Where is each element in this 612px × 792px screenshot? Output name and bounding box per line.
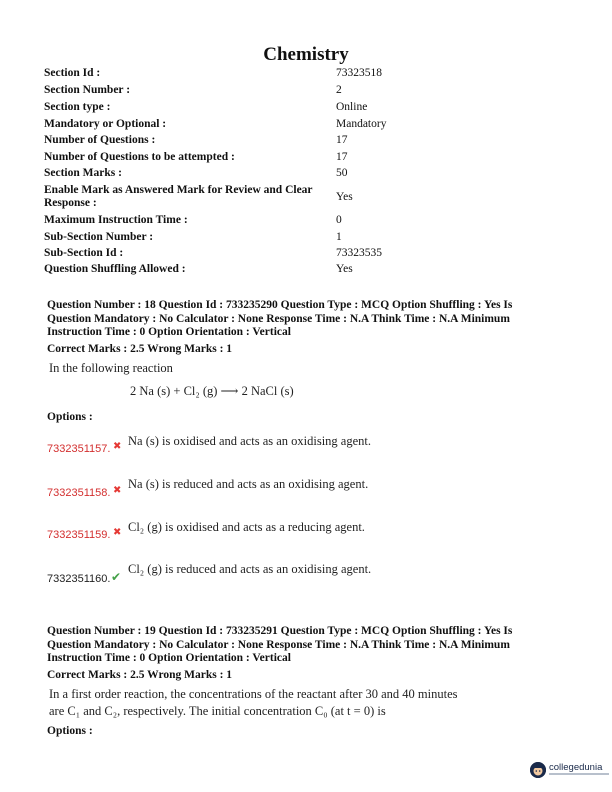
check-icon: ✔ xyxy=(111,570,122,584)
info-value: Yes xyxy=(336,263,353,275)
option-text: Cl₂ (g) is oxidised and acts as a reducing agent. xyxy=(128,520,365,534)
question-text: In the following reaction xyxy=(49,361,173,375)
info-value: 73323535 xyxy=(336,247,382,259)
info-label: Number of Questions to be attempted : xyxy=(44,151,235,163)
info-label: Maximum Instruction Time : xyxy=(44,214,188,226)
option-text: Cl₂ (g) is reduced and acts as an oxidising agent. xyxy=(128,562,372,576)
info-value: 17 xyxy=(336,134,348,146)
cross-icon: ✖ xyxy=(113,527,122,538)
question-text-line: In a first order reaction, the concentrations of the reactant after 30 and 40 minutes xyxy=(49,687,458,701)
collegedunia-logo xyxy=(530,760,612,782)
info-label: Section Number : xyxy=(44,84,131,96)
question-text-line: are C₁ and C₂, respectively. The initial concentration C₀ (at t = 0) is xyxy=(49,704,386,718)
info-label: Enable Mark as Answered Mark for Review and Clear Response : xyxy=(44,184,313,209)
info-label: Sub-Section Number : xyxy=(44,231,154,243)
page-title: Chemistry xyxy=(263,44,349,65)
info-label: Section Id : xyxy=(44,67,101,79)
option-id: 7332351158. xyxy=(47,487,111,499)
info-value: Yes xyxy=(336,191,353,203)
question-header: Question Number : 19 Question Id : 733235291 Question Type : MCQ Option Shuffling : Yes Is Question Mandatory : No Calculator : None Response Time : N.A Think Time : N.A Minimum Instruction Time : 0 Option Orientation : Vertical xyxy=(47,625,513,664)
option-id: 7332351159. xyxy=(47,529,111,541)
info-value: Online xyxy=(336,101,368,113)
info-value: 1 xyxy=(336,231,342,243)
info-label: Sub-Section Id : xyxy=(44,247,124,259)
logo-text: collegedunia xyxy=(549,762,603,773)
info-label: Number of Questions : xyxy=(44,134,156,146)
info-label: Section Marks : xyxy=(44,167,122,179)
cross-icon: ✖ xyxy=(113,485,122,496)
option-text: Na (s) is oxidised and acts as an oxidising agent. xyxy=(128,434,372,448)
option-id: 7332351157. xyxy=(47,443,111,455)
info-value: 73323518 xyxy=(336,67,382,79)
logo-mascot-icon xyxy=(530,762,546,778)
cross-icon: ✖ xyxy=(113,441,122,452)
info-value: 17 xyxy=(336,151,348,163)
question-marks: Correct Marks : 2.5 Wrong Marks : 1 xyxy=(47,669,233,681)
logo-tagline xyxy=(549,773,609,775)
info-label: Question Shuffling Allowed : xyxy=(44,263,186,275)
info-label: Section type : xyxy=(44,101,111,113)
reaction-equation: 2 Na (s) + Cl₂ (g) ⟶ 2 NaCl (s) xyxy=(130,384,294,398)
info-value: 0 xyxy=(336,214,342,226)
question-marks: Correct Marks : 2.5 Wrong Marks : 1 xyxy=(47,343,233,355)
info-value: Mandatory xyxy=(336,118,387,130)
info-value: 50 xyxy=(336,167,348,179)
info-label: Mandatory or Optional : xyxy=(44,118,167,130)
info-value: 2 xyxy=(336,84,342,96)
question-header: Question Number : 18 Question Id : 733235290 Question Type : MCQ Option Shuffling : Yes Is Question Mandatory : No Calculator : None Response Time : N.A Think Time : N.A Minimum Instruction Time : 0 Option Orientation : Vertical xyxy=(47,299,513,338)
options-label: Options : xyxy=(47,725,93,737)
option-text: Na (s) is reduced and acts as an oxidising agent. xyxy=(128,477,369,491)
options-label: Options : xyxy=(47,411,93,423)
option-id: 7332351160. xyxy=(47,573,111,585)
